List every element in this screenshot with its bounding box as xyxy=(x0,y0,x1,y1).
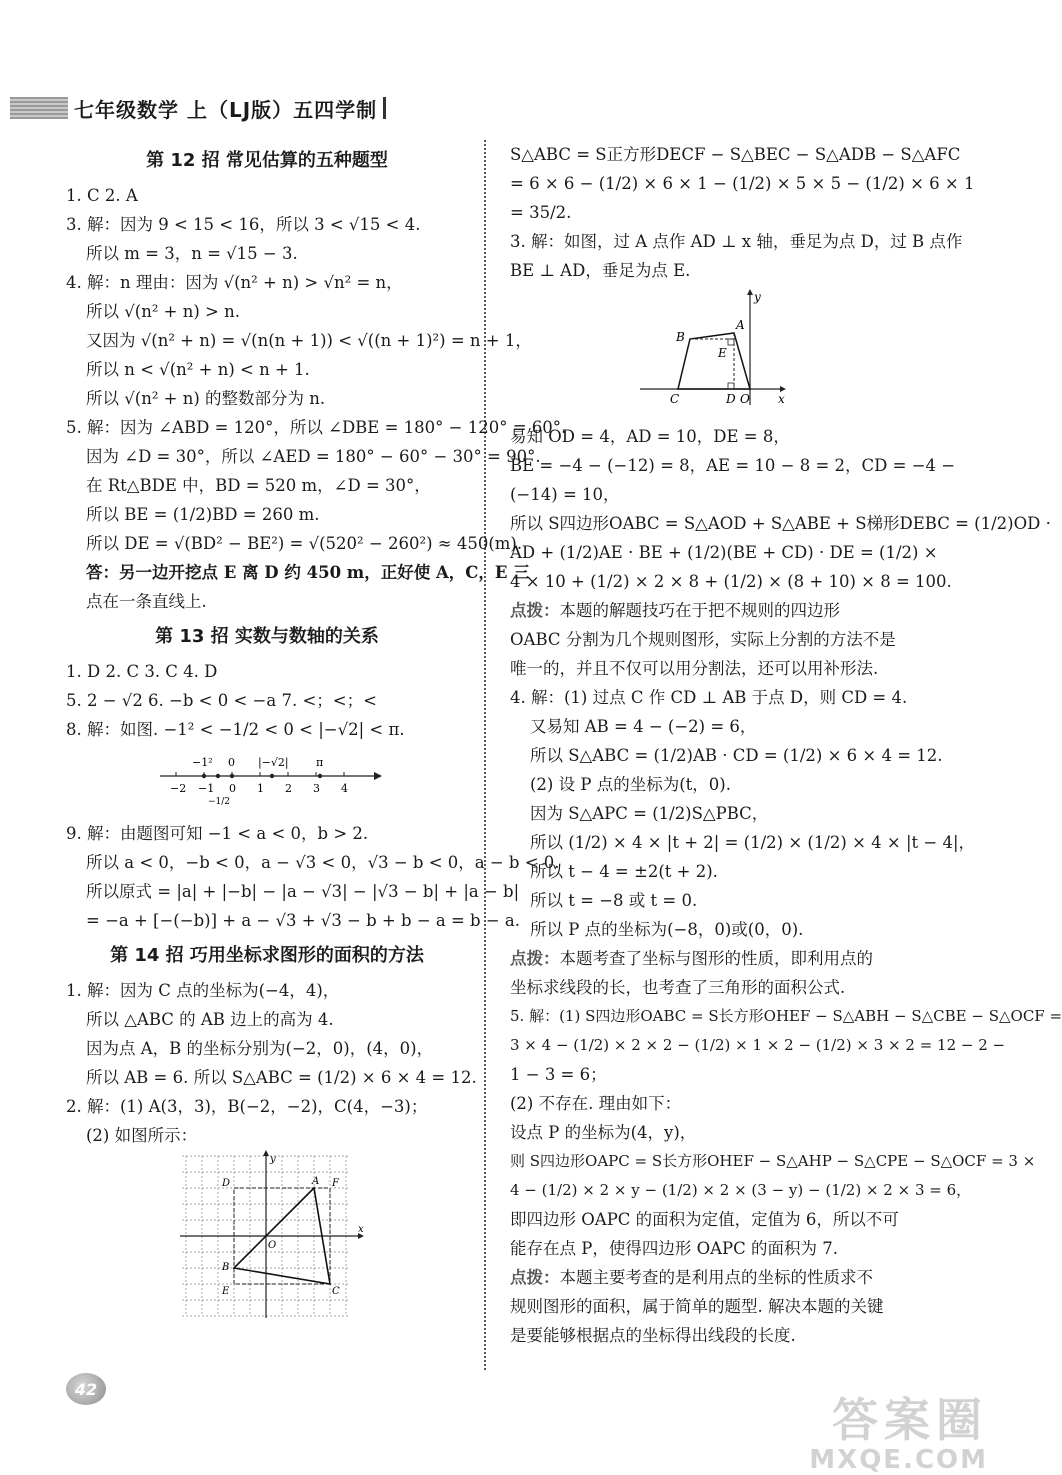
tip-line: 是要能够根据点的坐标得出线段的长度. xyxy=(510,1326,796,1345)
tip-label: 点拨： xyxy=(510,1268,560,1287)
grid-F-label: F xyxy=(332,1178,339,1189)
answer-line: 所以 t − 4 = ±2(t + 2). xyxy=(530,862,718,881)
answer-line: 8. 解：如图. −1² < −1/2 < 0 < |−√2| < π. xyxy=(66,720,405,739)
tip-line: OABC 分割为几个规则图形，实际上分割的方法不是 xyxy=(510,630,896,649)
figA-E-label: E xyxy=(718,346,727,360)
answer-line: S△ABC = S正方形DECF − S△BEC − S△ADB − S△AFC xyxy=(510,145,961,164)
number-line-figure xyxy=(156,750,386,806)
tip-text: 本题主要考查的是利用点的坐标的性质求不 xyxy=(559,1268,873,1287)
answer-line: 所以 DE = √(BD² − BE²) = √(520² − 260²) ≈ 450(m). xyxy=(86,534,523,553)
answer-line: 所以 n < √(n² + n) < n + 1. xyxy=(86,360,310,379)
section-title-14: 第 14 招 巧用坐标求图形的面积的方法 xyxy=(110,945,424,966)
tip-text: 本题考查了坐标与图形的性质，即利用点的 xyxy=(559,949,873,968)
figA-y-label: y xyxy=(754,290,761,304)
answer-line: 又易知 AB = 4 − (−2) = 6， xyxy=(530,717,757,736)
answer-line: 设点 P 的坐标为(4，y)， xyxy=(510,1123,697,1142)
grid-D-label: D xyxy=(222,1178,231,1189)
answer-line: 4 × 10 + (1/2) × 2 × 8 + (1/2) × (8 + 10) × 8 = 100. xyxy=(510,572,952,591)
nl-tick: 0 xyxy=(229,782,236,795)
answer-line: AD + (1/2)AE · BE + (1/2)(BE + CD) · DE = (1/2) × xyxy=(510,543,938,562)
quadrilateral-figure xyxy=(640,289,790,409)
tip-text: 本题的解题技巧在于把不规则的四边形 xyxy=(559,601,840,620)
answer-line: = 35/2. xyxy=(510,203,572,222)
column-divider xyxy=(484,140,486,1370)
grid-E-label: E xyxy=(222,1286,230,1297)
figA-A-label: A xyxy=(736,318,745,332)
grid-x-label: x xyxy=(358,1224,364,1235)
answer-line: 则 S四边形OAPC = S长方形OHEF − S△AHP − S△CPE − S△OCF = 3 × xyxy=(510,1152,1036,1170)
answer-line: (2) 设 P 点的坐标为(t，0). xyxy=(530,775,731,794)
answer-line: 答：另一边开挖点 E 离 D 约 450 m，正好使 A，C，E 三 xyxy=(86,563,530,582)
answer-line: 所以 a < 0，−b < 0，a − √3 < 0，√3 − b < 0，a − b < 0. xyxy=(86,853,560,872)
answer-line: 1 − 3 = 6； xyxy=(510,1065,607,1084)
figA-D-label: D xyxy=(726,392,736,406)
answer-line: 3. 解：因为 9 < 15 < 16，所以 3 < √15 < 4. xyxy=(66,215,421,234)
section-title-13: 第 13 招 实数与数轴的关系 xyxy=(155,626,379,647)
answer-line: 9. 解：由题图可知 −1 < a < 0，b > 2. xyxy=(66,824,369,843)
answer-line: 所以 S△ABC = (1/2)AB · CD = (1/2) × 6 × 4 = 12. xyxy=(530,746,943,765)
answer-line: 所以 AB = 6. 所以 S△ABC = (1/2) × 6 × 4 = 12. xyxy=(86,1068,477,1087)
nl-tick: 3 xyxy=(313,782,320,795)
header-decoration xyxy=(10,97,68,119)
answer-line: 1. 解：因为 C 点的坐标为(−4，4)， xyxy=(66,981,340,1000)
nl-tick: 1 xyxy=(257,782,264,795)
answer-line: 因为 S△APC = (1/2)S△PBC， xyxy=(530,804,769,823)
grid-C-label: C xyxy=(332,1286,340,1297)
answer-line: 所以 m = 3，n = √15 − 3. xyxy=(86,244,298,263)
answer-line: 所以 √(n² + n) 的整数部分为 n. xyxy=(86,389,326,408)
answer-line: 所以 t = −8 或 t = 0. xyxy=(530,891,698,910)
answer-line: 即四边形 OAPC 的面积为定值，定值为 6，所以不可 xyxy=(510,1210,899,1229)
tip-line: 唯一的，并且不仅可以用分割法，还可以用补形法. xyxy=(510,659,879,678)
figA-x-label: x xyxy=(778,392,785,406)
tip-label: 点拨： xyxy=(510,601,560,620)
nl-tick: 4 xyxy=(341,782,348,795)
answer-line: 所以原式 = |a| + |−b| − |a − √3| − |√3 − b| + |a − b| xyxy=(86,882,520,901)
page-number: 42 xyxy=(66,1373,106,1405)
answer-line: (−14) = 10， xyxy=(510,485,620,504)
grid-B-label: B xyxy=(222,1262,230,1273)
figA-O-label: O xyxy=(740,392,750,406)
grid-y-label: y xyxy=(270,1154,276,1165)
answer-line: 所以 P 点的坐标为(−8，0)或(0，0). xyxy=(530,920,804,939)
header-separator xyxy=(383,97,386,119)
answer-line: (2) 不存在. 理由如下： xyxy=(510,1094,682,1113)
tip-line xyxy=(510,596,906,625)
nl-tick: −1 xyxy=(198,782,215,795)
nl-label: −1² xyxy=(192,756,213,769)
book-title: 七年级数学 上（LJ版）五四学制 xyxy=(74,97,378,122)
answer-line: BE ⊥ AD，垂足为点 E. xyxy=(510,261,691,280)
figA-B-label: B xyxy=(676,330,685,344)
answer-line: = 6 × 6 − (1/2) × 6 × 1 − (1/2) × 5 × 5 − (1/2) × 6 × 1 xyxy=(510,174,975,193)
answer-line: 5. 2 − √2 6. −b < 0 < −a 7. <；<；< xyxy=(66,691,377,710)
answer-line: 又因为 √(n² + n) = √(n(n + 1)) < √((n + 1)²) = n + 1， xyxy=(86,331,532,350)
section-title-12: 第 12 招 常见估算的五种题型 xyxy=(146,150,388,171)
nl-half: −1/2 xyxy=(208,797,231,807)
answer-line: 5. 解：因为 ∠ABD = 120°，所以 ∠DBE = 180° − 120° = 60°. xyxy=(66,418,567,437)
nl-label: π xyxy=(316,756,324,769)
answer-line: 1. C 2. A xyxy=(66,186,138,205)
watermark-text: 答案圈 xyxy=(832,1393,988,1447)
answer-line: 点在一条直线上. xyxy=(86,592,207,611)
answer-line: 所以 BE = (1/2)BD = 260 m. xyxy=(86,505,320,524)
answer-line: 3 × 4 − (1/2) × 2 × 2 − (1/2) × 1 × 2 − (1/2) × 3 × 2 = 12 − 2 − xyxy=(510,1036,1006,1054)
answer-line: 能存在点 P，使得四边形 OAPC 的面积为 7. xyxy=(510,1239,838,1258)
right-column xyxy=(510,140,1062,1350)
answer-line: 所以 (1/2) × 4 × |t + 2| = (1/2) × (1/2) × 4 × |t − 4|， xyxy=(530,833,976,852)
nl-tick: 2 xyxy=(285,782,292,795)
answer-line: 所以 △ABC 的 AB 边上的高为 4. xyxy=(86,1010,334,1029)
answer-line: 3. 解：如图，过 A 点作 AD ⊥ x 轴，垂足为点 D，过 B 点作 xyxy=(510,232,963,251)
grid-A-label: A xyxy=(312,1176,320,1187)
answer-line: = −a + [−(−b)] + a − √3 + √3 − b + b − a = b − a. xyxy=(86,911,520,930)
answer-line: BE = −4 − (−12) = 8，AE = 10 − 8 = 2，CD = −4 − xyxy=(510,456,956,475)
nl-tick: −2 xyxy=(170,782,187,795)
answer-line: 因为 ∠D = 30°，所以 ∠AED = 180° − 60° − 30° = 90°. xyxy=(86,447,541,466)
answer-line: 因为点 A，B 的坐标分别为(−2，0)，(4，0)， xyxy=(86,1039,434,1058)
answer-line: 在 Rt△BDE 中，BD = 520 m，∠D = 30°， xyxy=(86,476,431,495)
answer-line: 4. 解：(1) 过点 C 作 CD ⊥ AB 于点 D，则 CD = 4. xyxy=(510,688,908,707)
answer-line: (2) 如图所示： xyxy=(86,1126,198,1145)
answer-line: 5. 解：(1) S四边形OABC = S长方形OHEF − S△ABH − S△CBE − S△OCF = xyxy=(510,1007,1062,1025)
nl-label: |−√2| xyxy=(258,756,289,769)
watermark-url: MXQE.COM xyxy=(809,1445,988,1475)
figA-C-label: C xyxy=(670,392,680,406)
answer-line: 4 − (1/2) × 2 × y − (1/2) × 2 × (3 − y) − (1/2) × 2 × 3 = 6， xyxy=(510,1181,972,1199)
watermark xyxy=(809,1395,988,1475)
page-header xyxy=(0,94,386,122)
grid-origin-label: O xyxy=(268,1240,277,1251)
nl-label: 0 xyxy=(228,756,235,769)
answer-line: 易知 OD = 4，AD = 10，DE = 8， xyxy=(510,427,790,446)
tip-line xyxy=(510,944,906,973)
coordinate-grid-figure xyxy=(176,1152,366,1320)
tip-line xyxy=(510,1263,906,1292)
answer-line: 1. D 2. C 3. C 4. D xyxy=(66,662,218,681)
answer-line: 所以 √(n² + n) > n. xyxy=(86,302,241,321)
tip-line: 坐标求线段的长，也考查了三角形的面积公式. xyxy=(510,978,846,997)
tip-line: 规则图形的面积，属于简单的题型. 解决本题的关键 xyxy=(510,1297,884,1316)
answer-line: 2. 解：(1) A(3，3)，B(−2，−2)，C(4，−3)； xyxy=(66,1097,428,1116)
answer-line: 所以 S四边形OABC = S△AOD + S△ABE + S梯形DEBC = (1/2)OD · xyxy=(510,514,1051,533)
answer-line: 4. 解：n 理由：因为 √(n² + n) > √n² = n， xyxy=(66,273,403,292)
tip-label: 点拨： xyxy=(510,949,560,968)
